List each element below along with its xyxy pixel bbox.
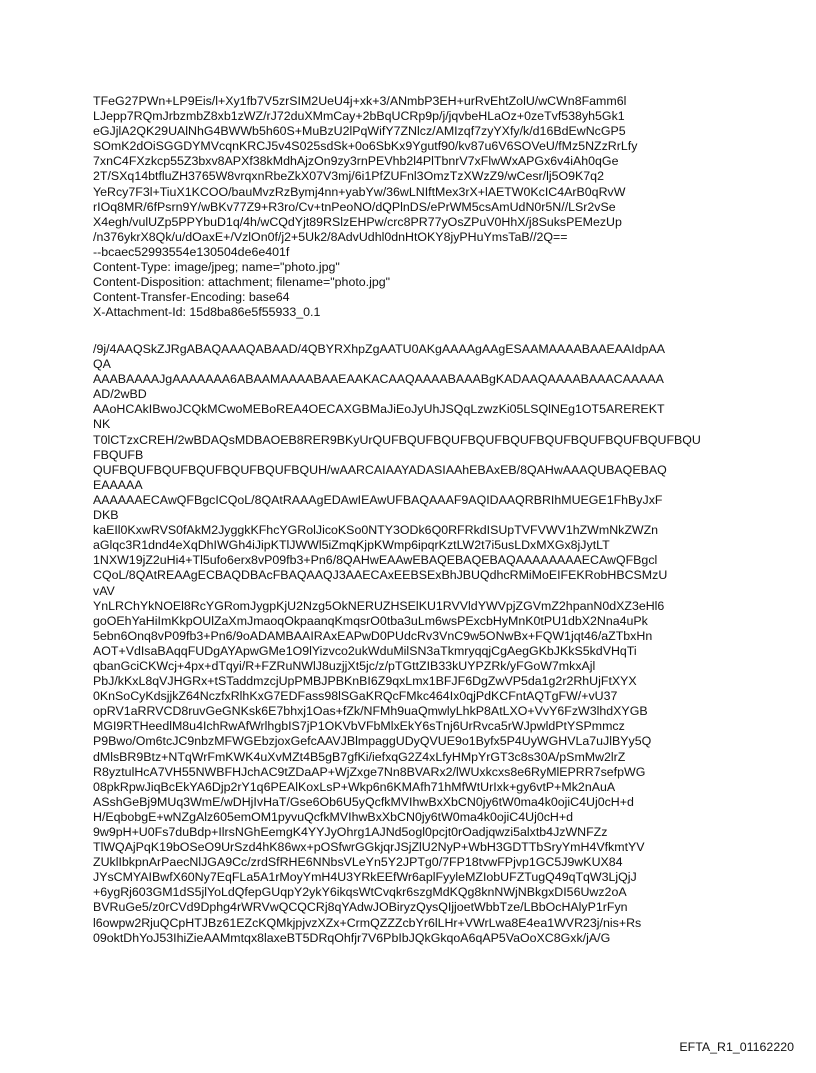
base64-line: goOEhYaHiImKkpOUlZaXmJmaoqOkpaanqKmqsrO0tba3uLm6wsPExcbHyMnK0tPU1dbX2Nna4uPk — [93, 613, 648, 628]
base64-line: DKB — [93, 508, 119, 523]
base64-line: AAoHCAkIBwoJCQkMCwoMEBoREA4OECAXGBMaJiEoJyUhJSQqLzwzKi05LSQlNEg1OT5AREREKT — [93, 402, 665, 417]
text-line: /n376ykrX8Qk/u/dOaxE+/VzlOn0f/j2+5Uk2/8AdvUdhl0dnHtOKY8jyPHuYmsTaB//2Q== — [93, 229, 568, 244]
base64-line: 0KnSoCyKdsjjkZ64NczfxRlhKxG7EDFass98lSGaKRQcFMkc464Ix0qjPdKCFntAQTgFW/+vU37 — [93, 689, 618, 704]
base64-line: aGlqc3R1dnd4eXqDhIWGh4iJipKTlJWWl5iZmqKjpKWmp6ipqrKztLW2t7i5usLDxMXGx8jJytLT — [93, 538, 610, 553]
base64-line: /9j/4AAQSkZJRgABAQAAAQABAAD/4QBYRXhpZgAATU0AKgAAAAgAAgESAAMAAAABAAEAAIdpAA — [93, 342, 666, 356]
base64-line: l6owpw2RjuQCpHTJBz61EZcKQMkjpjvzXZx+CrmQZZZcbYr6lLHr+VWrLwa8E4ea1WVR23j/nis+Rs — [93, 915, 642, 930]
text-line: eGJjlA2QK29UAlNhG4BWWb5h60S+MuBzU2lPqWifY7ZNlcz/AMIzqf7zyYXfy/k/d16BdEwNcGP5 — [93, 124, 626, 139]
text-line: YeRcy7F3l+TiuX1KCOO/bauMvzRzBymj4nn+yabYw/36wLNIftMex3rX+lAETW0KcIC4ArB0qRvW — [93, 184, 626, 199]
base64-line: EAAAAA — [93, 477, 143, 492]
base64-line: AD/2wBD — [93, 387, 147, 402]
base64-line: BVRuGe5/z0rCVd9Dphg4rWRVwQCQCRj8qYAdwJOBiryzQysQIjjoetWbbTze/LBbOcHAlyP1rFyn — [93, 900, 628, 915]
base64-line: kaEIl0KxwRVS0fAkM2JyggkKFhcYGRolJicoKSo0NTY3ODk6Q0RFRkdISUpTVFVWV1hZWmNkZWZn — [93, 523, 659, 538]
base64-attachment-body — [93, 342, 793, 946]
text-line: Content-Transfer-Encoding: base64 — [93, 290, 290, 305]
base64-line: AOT+VdIsaBAqqFUDgAYApwGMe1O9lYizvco2ukWduMilSN3aTkmryqqjCgAegGKbJKkS5kdVHqTi — [93, 643, 637, 658]
base64-line: PbJ/kKxL8qVJHGRx+tSTaddmzcjUpPMBJPBKnBI6Z9qxLmx1BFJF6DgZwVP5da1g2r2RhUjFtXYX — [93, 674, 637, 689]
mime-header-section — [93, 94, 793, 320]
text-line: TFeG27PWn+LP9Eis/l+Xy1fb7V5zrSIM2UeU4j+xk+3/ANmbP3EH+urRvEhtZolU/wCWn8Famm6l — [93, 94, 627, 108]
base64-line: FBQUFB — [93, 447, 144, 462]
base64-line: QUFBQUFBQUFBQUFBQUFBQUFBQUH/wAARCAIAAYADASIAAhEBAxEB/8QAHwAAAQUBAQEBAQ — [93, 462, 667, 477]
base64-line: ASshGeBj9MUq3WmE/wDHjIvHaT/Gse6Ob6U5yQcfkMVIhwBxXbCN0jy6tW0ma4k0ojiC4Uj0cH+d — [93, 794, 634, 809]
base64-line: TlWQAjPqK19bOSeO9UrSzd4hK86wx+pOSfwrGGkjqrJSjZlU2NyP+WbH3GDTTbSryYmH4VfkmtYV — [93, 840, 645, 855]
text-line: 2T/SXq14btfluZH3765W8vrqxnRbeZkX07V3mj/6i1PfZUFnl3OmzTzXWzZ9/wCesr/lj5O9K7q2 — [93, 169, 604, 184]
text-line: rIOq8MR/6fPsrn9Y/wBKv77Z9+R3ro/Cv+tnPeoNO/dQPlnDS/ePrWM5csAmUdN0r5N//LSr2vSe — [93, 199, 616, 214]
text-line: Content-Type: image/jpeg; name="photo.jpg" — [93, 260, 340, 275]
base64-line: vAV — [93, 583, 115, 598]
base64-line: YnLRChYkNOEl8RcYGRomJygpKjU2Nzg5OkNERUZHSElKU1RVVldYWVpjZGVmZ2hpanN0dXZ3eHl6 — [93, 598, 665, 613]
base64-line: P9Bwo/Om6tcJC9nbzMFWGEbzjoxGefcAAVJBlmpaggUDyQVUE9o1Byfx5P4UyWGHVLa7uJlBYy5Q — [93, 734, 652, 749]
base64-line: ZUklIbkpnArPaecNlJGA9Cc/zrdSfRHE6NNbsVLeYn5Y2JPTg0/7FP18tvwFPjvp1GC5J9wKUX84 — [93, 855, 623, 870]
base64-line: AAABAAAAJgAAAAAAA6ABAAMAAAABAAEAAKACAAQAAAABAAABgKADAAQAAAABAAACAAAAA — [93, 372, 664, 387]
text-line: LJepp7RQmJrbzmbZ8xb1zWZ/rJ72duXMmCay+2bBqUCRp9p/j/jqvbeHLaOz+0zeTvf538yh5Gk1 — [93, 109, 625, 124]
document-id-footer: EFTA_R1_01162220 — [679, 1040, 794, 1054]
base64-line: JYsCMYAIBwfX60Ny7EqFLa5A1rMoyYmH4U3YRkEEfWr6aplFyyleMZIobUFZTugQ49qTqW3LjQjJ — [93, 870, 637, 885]
base64-line: NK — [93, 417, 111, 432]
text-line: Content-Disposition: attachment; filename="photo.jpg" — [93, 275, 391, 290]
base64-line: dMlsBR9Btz+NTqWrFmKWK4uXvMZt4B5gB7gfKi/iefxqG2Z4xLfyHMpYrGT3c8s30A/pSmMw2lrZ — [93, 749, 626, 764]
base64-line: 09oktDhYoJ53IhiZieAAMmtqx8laxeBT5DRqOhfjr7V6PbIbJQkGkqoA6qAP5VaOoXC8Gxk/jA/G — [93, 930, 611, 945]
text-line: 7xnC4FXzkcp55Z3bxv8APXf38kMdhAjzOn9zy3rnPEVhb2l4PlTbnrV7xFlwWxAPGx6v4iAh0qGe — [93, 154, 619, 169]
base64-line: +6ygRj603GM1dS5jlYoLdQfepGUqpY2ykY6ikqsWtCvqkr6szgMdKQg8knNWjNBkgxDI56Uwz2oA — [93, 885, 627, 900]
base64-line: opRV1aRRVCD8ruvGeGNKsk6E7bhxj1Oas+fZk/NFMh9uaQmwlyLhkP8AtLXO+VvY6FzW3lhdXYGB — [93, 704, 648, 719]
base64-line: AAAAAAECAwQFBgcICQoL/8QAtRAAAgEDAwIEAwUFBAQAAAF9AQIDAAQRBRIhMUEGE1FhByJxF — [93, 492, 663, 507]
base64-line: H/EqbobgE+wNZgAlz605emOM1pyvuQcfkMVIhwBxXbCN0jy6tW0ma4k0ojiC4Uj0cH+d — [93, 809, 573, 824]
base64-line: qbanGciCKWcj+4px+dTqyi/R+FZRuNWlJ8uzjjXt5jc/z/pTGttZIB33kUYPZRk/yFGoW7mkxAjl — [93, 658, 596, 673]
base64-line: 9w9pH+U0Fs7duBdp+IlrsNGhEemgK4YYJyOhrg1AJNd5ogl0pcjt0rOadjqwzi5alxtb4JzWNFZz — [93, 825, 608, 839]
base64-line: 1NXW19jZ2uHi4+Tl5ufo6erx8vP09fb3+Pn6/8QAHwEAAwEBAQEBAQEBAQAAAAAAAAECAwQFBgcl — [93, 553, 658, 568]
base64-line: QA — [93, 357, 111, 372]
text-line: --bcaec52993554e130504de6e401f — [93, 244, 290, 259]
base64-line: CQoL/8QAtREAAgECBAQDBAcFBAQAAQJ3AAECAxEEBSExBhJBUQdhcRMiMoEIFEKRobHBCSMzU — [93, 568, 668, 583]
text-line: SOmK2dOiSGGDYMVcqnKRCJ5v4S025sdSk+0o6SbKx9Ygutf90/kv87u6V6SOVeU/fMz5NZzRrLfy — [93, 139, 638, 154]
base64-line: T0lCTzxCREH/2wBDAQsMDBAOEB8RER9BKyUrQUFBQUFBQUFBQUFBQUFBQUFBQUFBQUFBQUFBQU — [93, 432, 701, 447]
text-line: X-Attachment-Id: 15d8ba86e5f55933_0.1 — [93, 305, 321, 320]
base64-line: 5ebn6Onq8vP09fb3+Pn6/9oADAMBAAIRAxEAPwD0PUdcRv3VnC9w5ONwBx+FQW1jqt46/aZTbxHn — [93, 628, 653, 643]
base64-line: 08pkRpwJiqBcEkYA6Djp2rY1q6PEAlKoxLsP+Wkp6n6KMAfh71hMfWtUrIxk+gy6vtP+Mk2nAuA — [93, 779, 616, 794]
base64-line: MGI9RTHeedlM8u4IchRwAfWrlhgbIS7jP1OKVbVFbMlxEkY6sTnj6UrRvca5rWJpwldPtYSPmmcz — [93, 719, 625, 734]
base64-line: R8yztulHcA7VH55NWBFHJchAC9tZDaAP+WjZxge7Nn8BVARx2/lWUxkcxs8e6RyMlEPRR7sefpWG — [93, 764, 646, 779]
text-line: X4egh/vulUZp5PPYbuD1q/4h/wCQdYjt89RSlzEHPw/crc8PR77yOsZPuV0HhX/j8SuksPEMezUp — [93, 214, 622, 229]
